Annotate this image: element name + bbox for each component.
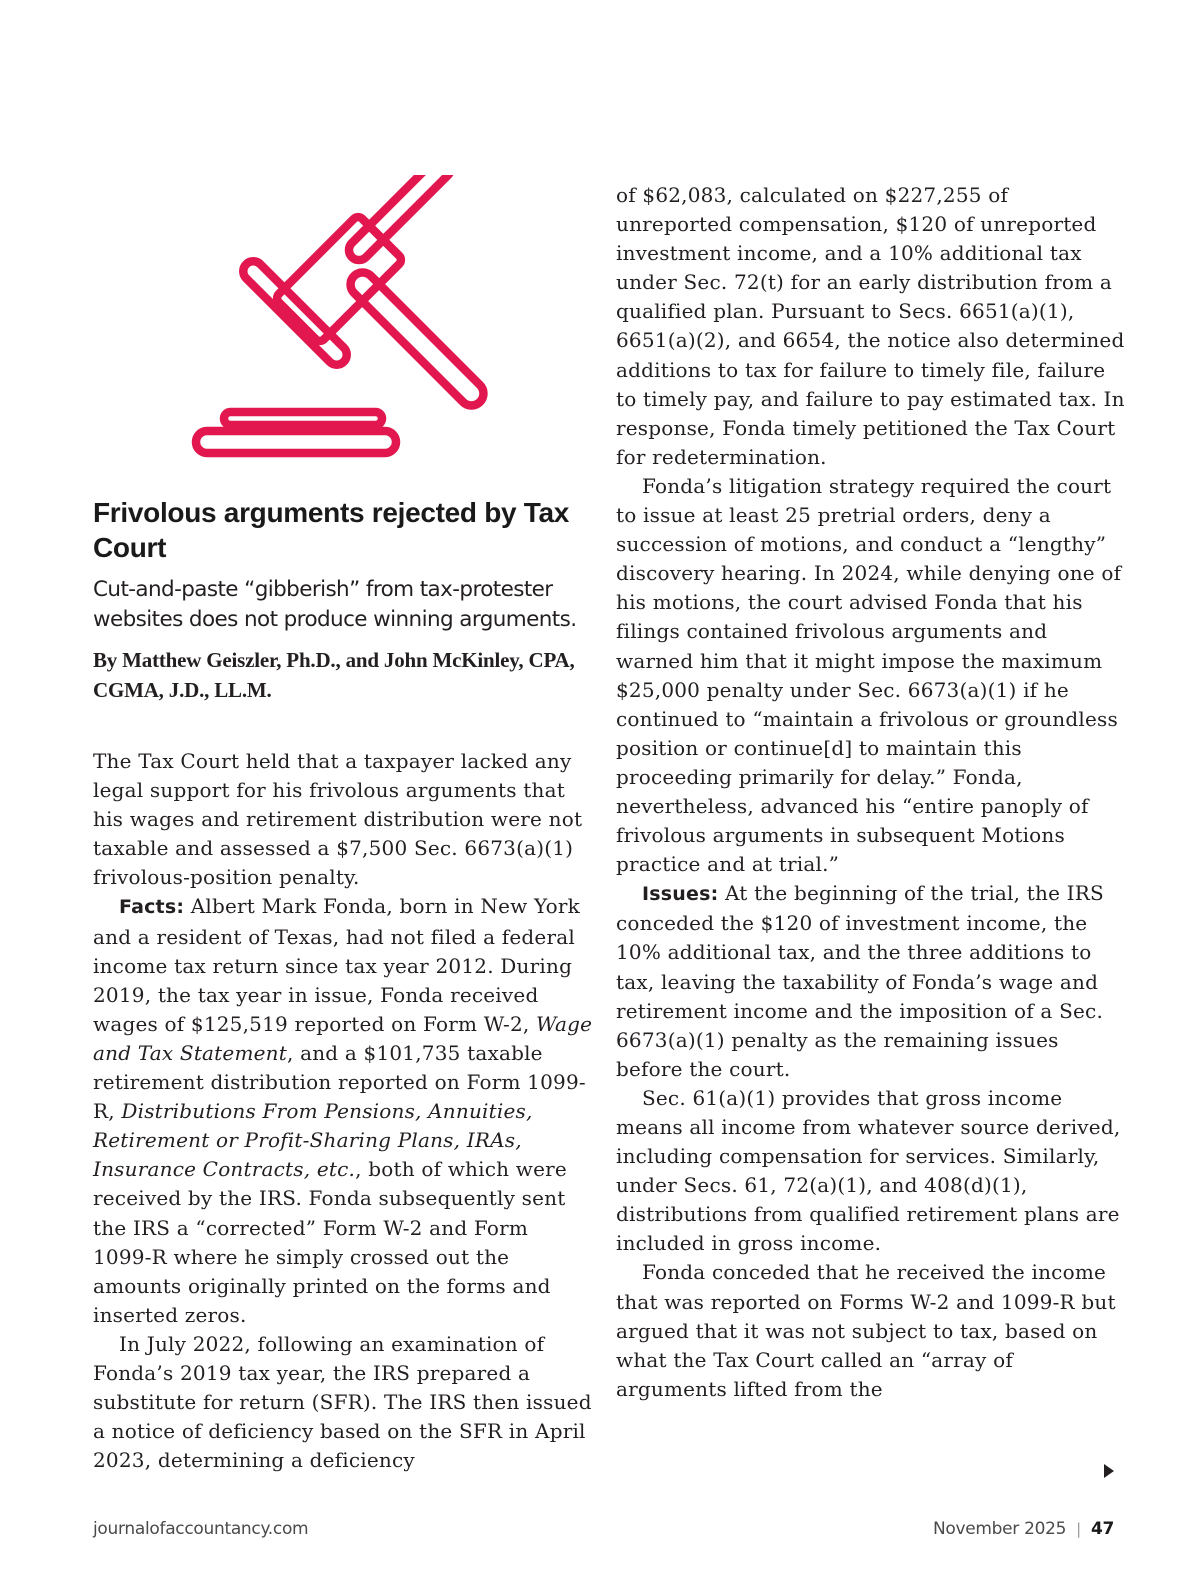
right-column: [616, 181, 1126, 1404]
form-1099r-title: Distributions From Pensions, Annuities, Retirement or Profit-Sharing Plans, IRAs, Insurance Contracts, etc.: [93, 1099, 533, 1182]
article-byline: By Matthew Geiszler, Ph.D., and John McKinley, CPA, CGMA, J.D., LL.M.: [93, 648, 575, 702]
paragraph-intro: The Tax Court held that a taxpayer lacked any legal support for his frivolous arguments that his wages and retirement distribution were not taxable and assessed a $7,500 Sec. 6673(a)(1) frivolous-position penalty.: [93, 749, 583, 890]
paragraph-facts: Facts: Albert Mark Fonda, born in New York and a resident of Texas, had not filed a federal income tax return since tax year 2012. During 2019, the tax year in issue, Fonda received wages of $125,519 reported on Form W-2, Wage and Tax Statement, and a $101,735 taxable retirement distribution reported on Form 1099-R, Distributions From Pensions, Annuities, Retirement or Profit-Sharing Plans, IRAs, Insurance Contracts, etc., both of which were received by the IRS. Fonda subsequently sent the IRS a “corrected” Form W-2 and Form 1099-R where he simply crossed out the amounts originally printed on the forms and inserted zeros.: [93, 894, 593, 1327]
footer-url: journalofaccountancy.com: [93, 1519, 309, 1539]
paragraph-deficiency: of $62,083, calculated on $227,255 of unreported compensation, $120 of unreported investment income, and a 10% additional tax under Sec. 72(t) for an early distribution from a qualified plan. Pursuant to Secs. 6651(a)(1), 6651(a)(2), and 6654, the notice also determined additions to tax for failure to timely file, failure to timely pay, and failure to pay estimated tax. In response, Fonda timely petitioned the Tax Court for redetermination.: [616, 183, 1125, 469]
paragraph-issues: Issues: At the beginning of the trial, the IRS conceded the $120 of investment income, the 10% additional tax, and the three additions to tax, leaving the taxability of Fonda’s wage and retirement income and the imposition of a Sec. 6673(a)(1) penalty as the remaining issues before the court.: [616, 881, 1104, 1081]
footer-info: [933, 1519, 1114, 1539]
continue-arrow-icon: [1103, 1464, 1115, 1478]
article-headline: Frivolous arguments rejected by Tax Court: [93, 497, 570, 563]
paragraph-concession: Fonda conceded that he received the income that was reported on Forms W-2 and 1099-R but argued that it was not subject to tax, based on what the Tax Court called an “array of arguments lifted from the: [616, 1260, 1116, 1401]
left-column: [93, 495, 593, 1475]
paragraph-gross-income: Sec. 61(a)(1) provides that gross income means all income from whatever source derived, including compensation for services. Similarly, under Secs. 61, 72(a)(1), and 408(d)(1), distributions from qualified retirement plans are included in gross income.: [616, 1085, 1121, 1256]
form-w2-title: Wage and Tax Statement: [93, 1011, 593, 1065]
runin-issues: Issues:: [642, 883, 719, 906]
page-number: 47: [1090, 1519, 1114, 1539]
footer-separator: |: [1076, 1520, 1081, 1538]
runin-facts: Facts:: [119, 896, 185, 919]
right-body: [616, 181, 1126, 1404]
article-deck: Cut-and-paste “gibberish” from tax-protester websites does not produce winning arguments.: [93, 577, 577, 632]
paragraph-sfr: In July 2022, following an examination of Fonda’s 2019 tax year, the IRS prepared a substitute for return (SFR). The IRS then issued a notice of deficiency based on the SFR in April 2023, determining a deficiency: [93, 1331, 592, 1473]
footer-date: November 2025: [932, 1519, 1067, 1539]
gavel-icon: [180, 175, 500, 475]
left-body: [93, 747, 593, 1475]
paragraph-litigation: Fonda’s litigation strategy required the court to issue at least 25 pretrial orders, deny a succession of motions, and conduct a “lengthy” discovery hearing. In 2024, while denying one of his motions, the court advised Fonda that his filings contained frivolous arguments and warned him that it might impose the maximum $25,000 penalty under Sec. 6673(a)(1) if he continued to “maintain a frivolous or groundless position or continue[d] to maintain this proceeding primarily for delay.” Fonda, nevertheless, advanced his “entire panoply of frivolous arguments in subsequent Motions practice and at trial.”: [616, 473, 1122, 877]
